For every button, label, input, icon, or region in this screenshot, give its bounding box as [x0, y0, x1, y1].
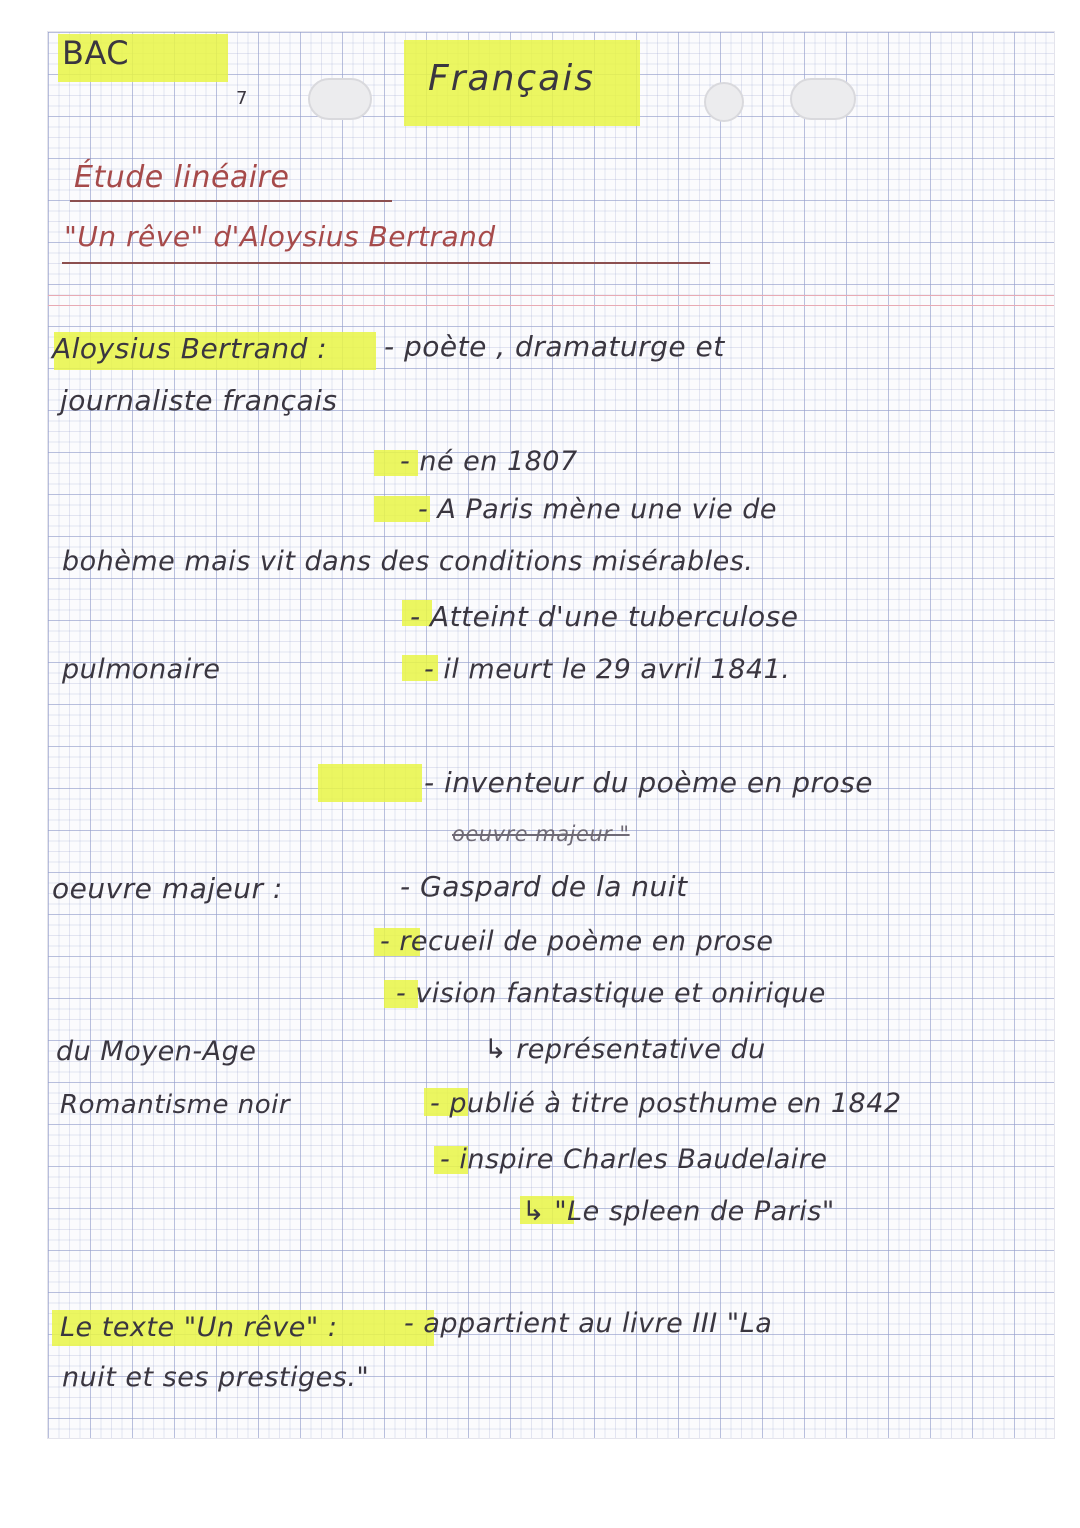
work-vision: - vision fantastique et onirique	[396, 978, 826, 1009]
margin-line	[48, 295, 1054, 296]
author-paris: - A Paris mène une vie de	[418, 494, 778, 525]
work-published: - publié à titre posthume en 1842	[430, 1088, 902, 1119]
work-label: oeuvre majeur :	[52, 872, 283, 905]
page-marker: 7	[236, 88, 248, 109]
text-note-belongs: - appartient au livre III "La	[404, 1308, 773, 1339]
work-romantisme: Romantisme noir	[60, 1090, 291, 1120]
author-label: Aloysius Bertrand :	[52, 332, 328, 365]
bac-label: BAC	[62, 34, 130, 72]
work-spleen: ↳ "Le spleen de Paris"	[522, 1196, 835, 1227]
work-collection: - recueil de poème en prose	[380, 926, 774, 957]
author-paris-cont: bohème mais vit dans des conditions misérables.	[62, 546, 754, 577]
author-illness: - Atteint d'une tuberculose	[410, 600, 799, 633]
author-illness-cont: pulmonaire	[62, 654, 221, 685]
doc-title-line1: Étude linéaire	[74, 160, 290, 195]
title-underline	[62, 262, 710, 264]
work-title: - Gaspard de la nuit	[400, 870, 688, 903]
work-representative: ↳ représentative du	[484, 1034, 766, 1065]
author-death: - il meurt le 29 avril 1841.	[424, 654, 791, 685]
binder-hole	[704, 82, 744, 122]
text-note-label: Le texte "Un rêve" :	[60, 1312, 338, 1343]
text-note-belongs-cont: nuit et ses prestiges."	[62, 1362, 370, 1393]
work-moyen-age: du Moyen-Age	[56, 1036, 257, 1067]
author-inventor: - inventeur du poème en prose	[424, 766, 873, 799]
author-intro: - poète , dramaturge et	[384, 330, 725, 363]
doc-title-line2: "Un rêve" d'Aloysius Bertrand	[64, 220, 496, 253]
crossed-out-note: oeuvre majeur "	[452, 822, 630, 846]
author-born: - né en 1807	[400, 446, 578, 477]
work-inspired: - inspire Charles Baudelaire	[440, 1144, 828, 1175]
subject-title: Français	[428, 58, 595, 99]
highlight-inventor	[318, 764, 422, 802]
binder-hole	[308, 78, 372, 120]
title-underline	[70, 200, 392, 202]
author-intro-cont: journaliste français	[60, 384, 338, 417]
binder-hole	[790, 78, 856, 120]
margin-line	[48, 305, 1054, 306]
